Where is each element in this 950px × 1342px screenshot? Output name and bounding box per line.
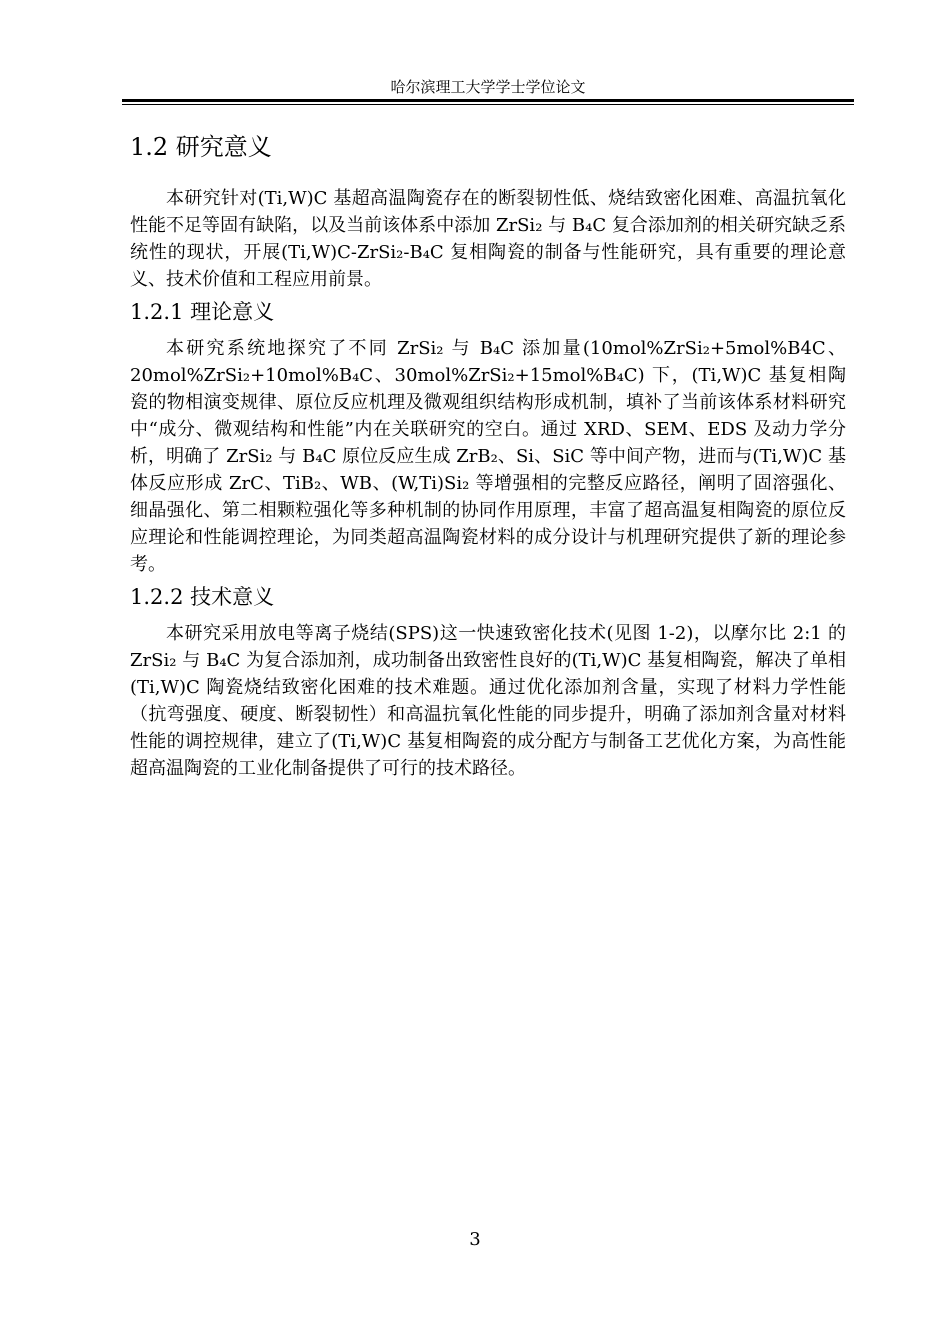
theory-paragraph: 本研究系统地探究了不同 ZrSi₂ 与 B₄C 添加量(10mol%ZrSi₂+5mol%B4C、20mol%ZrSi₂+10mol%B₄C、30mol%ZrSi₂+15mol%B₄C) 下，(Ti,W)C 基复相陶瓷的物相演变规律、原位反应机理及微观组织结构形成机制，填补了当前该体系材料研究中“成分、微观结构和性能”内在关联研究的空白。通过 XRD、SEM、EDS 及动力学分析，明确了 ZrSi₂ 与 B₄C 原位反应生成 ZrB₂、Si、SiC 等中间产物，进而与(Ti,W)C 基体反应形成 ZrC、TiB₂、WB、(W,Ti)Si₂ 等增强相的完整反应路径，阐明了固溶强化、细晶强化、第二相颗粒强化等多种机制的协同作用原理，丰富了超高温复相陶瓷的原位反应理论和性能调控理论，为同类超高温陶瓷材料的成分设计与机理研究提供了新的理论参考。 bbox=[130, 338, 846, 575]
header-rule-thick bbox=[122, 99, 854, 102]
page-body bbox=[130, 130, 846, 782]
subsection-title-technology: 1.2.2 技术意义 bbox=[130, 585, 275, 609]
page-number: 3 bbox=[469, 1229, 481, 1250]
subsection-title-theory: 1.2.1 理论意义 bbox=[130, 300, 275, 324]
section-title: 1.2 研究意义 bbox=[130, 133, 272, 161]
header-rule-thin bbox=[122, 104, 854, 105]
intro-paragraph: 本研究针对(Ti,W)C 基超高温陶瓷存在的断裂韧性低、烧结致密化困难、高温抗氧化性能不足等固有缺陷，以及当前该体系中添加 ZrSi₂ 与 B₄C 复合添加剂的相关研究缺乏系统性的现状，开展(Ti,W)C-ZrSi₂-B₄C 复相陶瓷的制备与性能研究，具有重要的理论意义、技术价值和工程应用前景。 bbox=[130, 188, 846, 290]
technology-paragraph: 本研究采用放电等离子烧结(SPS)这一快速致密化技术(见图 1-2)，以摩尔比 2:1 的 ZrSi₂ 与 B₄C 为复合添加剂，成功制备出致密性良好的(Ti,W)C 基复相陶瓷，解决了单相(Ti,W)C 陶瓷烧结致密化困难的技术难题。通过优化添加剂含量，实现了材料力学性能（抗弯强度、硬度、断裂韧性）和高温抗氧化性能的同步提升，明确了添加剂含量对材料性能的调控规律，建立了(Ti,W)C 基复相陶瓷的成分配方与制备工艺优化方案，为高性能超高温陶瓷的工业化制备提供了可行的技术路径。 bbox=[130, 623, 846, 779]
running-header: 哈尔滨理工大学学士学位论文 bbox=[390, 78, 586, 96]
